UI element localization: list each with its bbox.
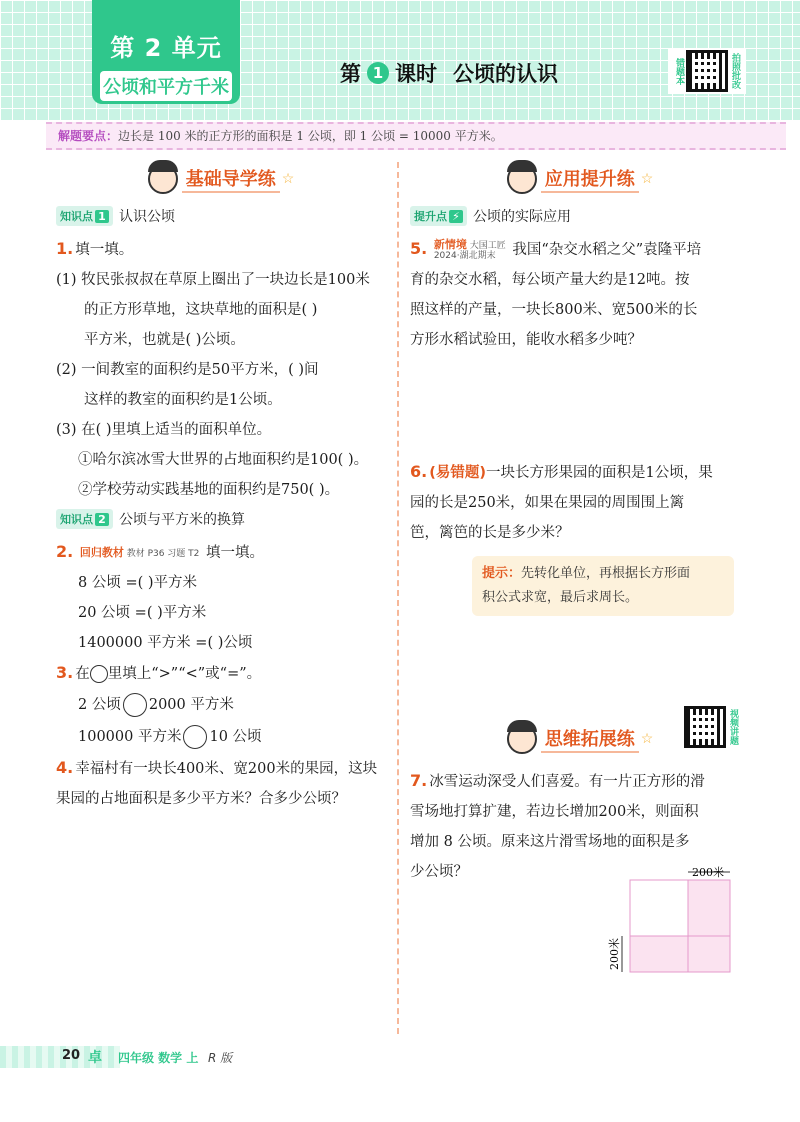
star-icon: ☆ — [281, 171, 295, 187]
lesson-name: 公顷的认识 — [453, 62, 558, 86]
video-qr-label: 视频讲题 — [728, 709, 738, 745]
edition-label: R 版 — [208, 1051, 233, 1065]
qr-code-icon[interactable] — [684, 706, 726, 748]
hint-label: 提示： — [482, 566, 522, 581]
improve-point — [410, 206, 750, 226]
mascot-icon — [148, 164, 178, 194]
section-title: 应用提升练 — [541, 165, 639, 193]
right-column — [410, 158, 750, 970]
lesson-prefix: 第 — [340, 62, 361, 86]
lesson-suffix: 课时 — [395, 62, 437, 86]
brand-logo: 卓 — [88, 1050, 102, 1066]
knowledge-point-1 — [56, 206, 386, 226]
kp-title: 认识公顷 — [119, 209, 175, 225]
qr-left-label: 错题本 — [674, 57, 684, 85]
grade-label: 四年级 数学 上 — [118, 1051, 199, 1065]
mascot-icon — [507, 164, 537, 194]
section-header-basic — [56, 158, 386, 200]
question-6: 6. (易错题)一块长方形果园的面积是1公顷，果 园的长是250米，如果在果园的周围围上篱 笆，篱笆的长是多少米？ 提示：先转化单位，再根据长方形面 积公式求宽，最后求周长。 — [410, 457, 750, 616]
kp-badge: 提升点 ⚡ — [410, 206, 467, 226]
unit-number: 第 2 单元 — [110, 34, 222, 62]
solution-tip — [46, 122, 786, 150]
qr-code-block[interactable] — [668, 48, 746, 94]
ski-field-diagram — [608, 866, 740, 974]
video-qr-block[interactable] — [684, 706, 738, 748]
answer-circle[interactable] — [123, 693, 147, 717]
unit-name: 公顷和平方千米 — [100, 71, 232, 101]
question-4: 4. 幸福村有一块长400米、宽200米的果园，这块 果园的占地面积是多少平方米？合多少公顷？ — [56, 758, 378, 807]
page-footer — [0, 1046, 800, 1068]
left-column — [56, 158, 386, 814]
lesson-number: 1 — [367, 62, 389, 84]
lesson-title — [340, 58, 558, 88]
tip-text: 边长是 100 米的正方形的面积是 1 公顷，即 1 公顷 = 10000 平方米。 — [118, 129, 503, 143]
answer-circle[interactable] — [183, 725, 207, 749]
textbook-tag: 回归教材 教材 P36 习题 T2 — [79, 545, 200, 559]
section-header-apply — [410, 158, 750, 200]
original-square — [630, 880, 688, 936]
footer-bar — [0, 1046, 120, 1068]
page-number: 20 — [62, 1048, 81, 1063]
question-3: 3. 在 里填上“>”“<”或“=”。 2 公顷 2000 平方米 100000 平方米 10 公顷 — [56, 658, 386, 753]
page-header — [0, 0, 800, 120]
kp-badge: 知识点 2 — [56, 509, 113, 529]
unit-tab — [92, 0, 240, 104]
lightning-icon: ⚡ — [449, 210, 463, 223]
qr-right-label: 拍照批改 — [730, 53, 740, 89]
context-tag: 新情境 大国工匠 2024·湖北期末 — [433, 237, 506, 261]
question-1: 1. 填一填。 (1) 牧民张叔叔在草原上圈出了一块边长是100米 的正方形草地，这块草地的面积是( ) 平方米，也就是( )公顷。 (2) 一间教室的面积约是50平方米，( )间 这样的教室的面积约是1公顷。 (3) 在( )里填上适当的面积单位。 ①哈尔滨冰雪大世界的占地面积约是100( )。 ②学校劳动实践基地的面积约是750( )。 — [56, 239, 370, 498]
knowledge-point-2 — [56, 509, 386, 529]
tip-label: 解题要点： — [58, 129, 119, 143]
column-divider — [397, 162, 399, 1034]
star-icon: ☆ — [640, 171, 654, 187]
qr-code-icon[interactable] — [686, 50, 728, 92]
hint-box: 提示：先转化单位，再根据长方形面 积公式求宽，最后求周长。 — [472, 556, 734, 616]
section-title: 基础导学练 — [182, 165, 280, 193]
question-2: 2. 回归教材 教材 P36 习题 T2 填一填。 8 公顷 =( )平方米 20 公顷 =( )平方米 1400000 平方米 =( )公顷 — [56, 542, 264, 651]
compare-circle-icon — [90, 665, 108, 683]
star-icon: ☆ — [640, 731, 654, 747]
label-side: 200米 — [608, 938, 621, 970]
label-top: 200米 — [692, 866, 724, 879]
question-7: 7. 冰雪运动深受人们喜爱。有一片正方形的滑 雪场地打算扩建，若边长增加200米，则面积 增加 8 公顷。原来这片滑雪场地的面积是多 少公顷？ — [410, 771, 705, 880]
kp-title: 公顷的实际应用 — [473, 209, 571, 225]
question-number: 1. — [56, 239, 74, 258]
section-title: 思维拓展练 — [541, 725, 639, 753]
kp-badge: 知识点 1 — [56, 206, 113, 226]
mascot-icon — [507, 724, 537, 754]
kp-title: 公顷与平方米的换算 — [119, 512, 245, 528]
question-5: 5. 新情境 大国工匠 2024·湖北期末 我国“杂交水稻之父”袁隆平培 育的杂交水稻，每公顷产量大约是12吨。按 照这样的产量，一块长800米、宽500米的长 方形水稻试验田，能收水稻多少吨？ — [410, 237, 702, 348]
